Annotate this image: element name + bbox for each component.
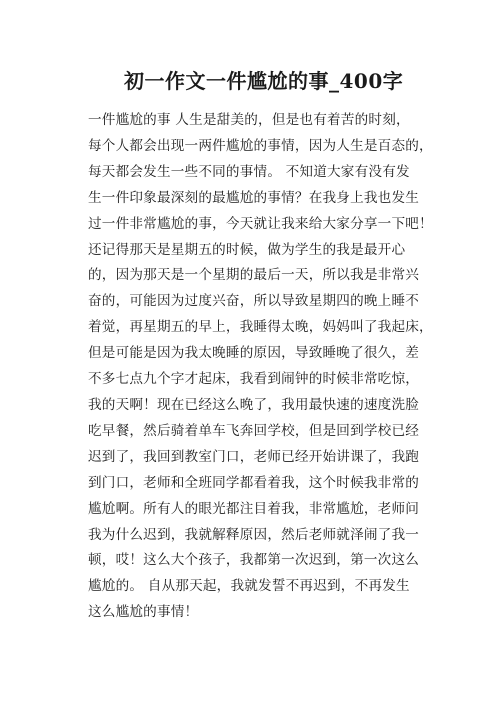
body-line: 还记得那天是星期五的时候，做为学生的我是最开心 <box>88 241 406 258</box>
body-line: 每天都会发生一些不同的事情。 不知道大家有没有发 <box>88 163 410 180</box>
body-line: 奋的，可能因为过度兴奋，所以导致星期四的晚上睡不 <box>88 293 420 310</box>
body-line: 生一件印象最深刻的最尴尬的事情？在我身上我也发生 <box>88 189 420 206</box>
body-line: 过一件非常尴尬的事，今天就让我来给大家分享一下吧！ <box>88 215 433 232</box>
body-line: 但是可能是因为我太晚睡的原因，导致睡晚了很久，差 <box>88 345 420 362</box>
body-line: 我的天啊！现在已经这么晚了，我用最快速的速度洗脸 <box>88 396 420 413</box>
body-line: 尴尬的。 自从那天起，我就发誓不再迟到，不再发生 <box>88 578 410 595</box>
document-title: 初一作文一件尴尬的事_400字 <box>124 69 404 93</box>
body-line: 这么尴尬的事情！ <box>88 604 199 621</box>
body-line: 的，因为那天是一个星期的最后一天，所以我是非常兴 <box>88 267 420 284</box>
body-line: 不多七点九个字才起床，我看到闹钟的时候非常吃惊， <box>88 371 420 388</box>
body-line: 迟到了，我回到教室门口，老师已经开始讲课了，我跑 <box>88 448 420 465</box>
body-line: 着觉，再星期五的早上，我睡得太晚，妈妈叫了我起床， <box>88 319 433 336</box>
body-line: 每个人都会出现一两件尴尬的事情，因为人生是百态的， <box>88 137 433 154</box>
document-body <box>88 108 440 626</box>
body-line: 我为什么迟到，我就解释原因，然后老师就泽闹了我一 <box>88 526 420 543</box>
body-line: 顿，哎！这么大个孩子，我都第一次迟到，第一次这么 <box>88 552 420 569</box>
body-line: 尴尬啊。所有人的眼光都注目着我，非常尴尬，老师问 <box>88 500 420 517</box>
body-line: 一件尴尬的事 人生是甜美的，但是也有着苦的时刻， <box>88 112 410 128</box>
body-line: 吃早餐，然后骑着单车飞奔回学校，但是回到学校已经 <box>88 422 420 439</box>
body-line: 到门口，老师和全班同学都看着我，这个时候我非常的 <box>88 474 420 491</box>
